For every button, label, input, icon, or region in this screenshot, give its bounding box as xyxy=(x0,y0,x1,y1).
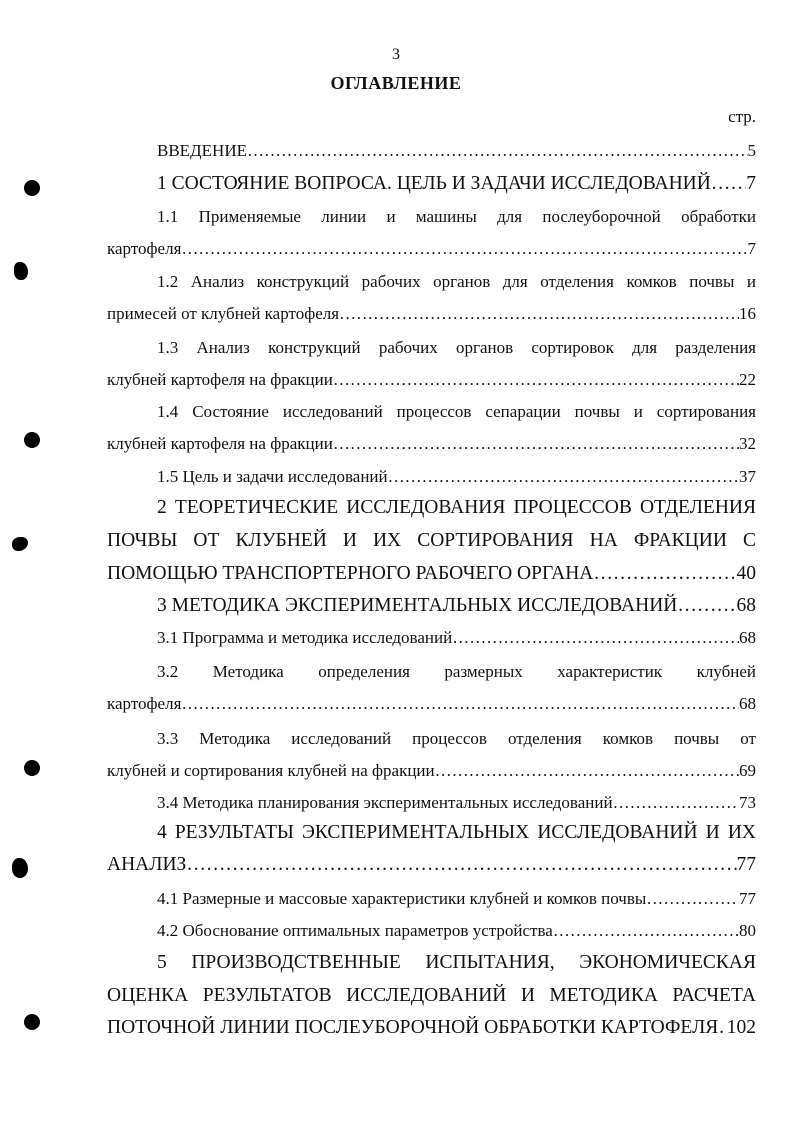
toc-entry-chapter-3[interactable]: 3 МЕТОДИКА ЭКСПЕРИМЕНТАЛЬНЫХ ИССЛЕДОВАНИЙ ………………………………………………………………………………………………………………………………………………………………………………… 68 xyxy=(157,594,756,618)
ink-blot-mark xyxy=(12,537,28,551)
toc-entry-3-1[interactable]: 3.1 Программа и методика исследований ………………………………………………………………………………………………………………………………………………………………………………… 68 xyxy=(157,626,756,650)
page-column-label: стр. xyxy=(728,107,756,126)
toc-page-number: 73 xyxy=(739,793,756,812)
ink-blot-mark xyxy=(12,858,28,878)
toc-entry-chapter-1[interactable]: 1 СОСТОЯНИЕ ВОПРОСА. ЦЕЛЬ И ЗАДАЧИ ИССЛЕДОВАНИЙ ………………………………………………………………………………………………………………………………………………………………………………… 7 xyxy=(157,172,756,196)
toc-entry-3-3-line1[interactable]: 3.3 Методика исследований процессов отделения комков почвы от xyxy=(157,729,756,748)
toc-entry-4-1[interactable]: 4.1 Размерные и массовые характеристики клубней и комков почвы ………………………………………………………………………………………………………………………………………………………………………………… 77 xyxy=(157,887,756,911)
toc-page-number: 40 xyxy=(736,563,756,584)
toc-entry-1-4-line2[interactable]: клубней картофеля на фракции ………………………………………………………………………………………………………………………………………………………………………………… 32 xyxy=(107,432,756,456)
toc-entry-3-3-line2[interactable]: клубней и сортирования клубней на фракции ………………………………………………………………………………………………………………………………………………………………………………… 69 xyxy=(107,759,756,783)
ink-blot-mark xyxy=(14,262,28,280)
toc-page-number: 37 xyxy=(739,467,756,486)
toc-entry-1-4-line1[interactable]: 1.4 Состояние исследований процессов сепарации почвы и сортирования xyxy=(157,402,756,421)
toc-entry-3-4[interactable]: 3.4 Методика планирования экспериментальных исследований ………………………………………………………………………………………………………………………………………………………………………………… 73 xyxy=(157,791,756,815)
toc-page-number: 102 xyxy=(726,1017,756,1038)
toc-entry-1-5[interactable]: 1.5 Цель и задачи исследований ………………………………………………………………………………………………………………………………………………………………………………… 37 xyxy=(157,465,756,489)
toc-page-number: 68 xyxy=(739,628,756,647)
page-number: 3 xyxy=(392,46,400,63)
toc-page-number: 16 xyxy=(739,304,756,323)
toc-entry-chapter-2-line1[interactable]: 2 ТЕОРЕТИЧЕСКИЕ ИССЛЕДОВАНИЯ ПРОЦЕССОВ ОТДЕЛЕНИЯ xyxy=(157,497,756,518)
page-title: ОГЛАВЛЕНИЕ xyxy=(330,73,462,93)
toc-entry-3-2-line2[interactable]: картофеля ………………………………………………………………………………………………………………………………………………………………………………… 68 xyxy=(107,692,756,716)
punch-hole-mark xyxy=(24,180,40,196)
toc-page-number: 7 xyxy=(747,239,756,258)
toc-entry-chapter-4-line2[interactable]: АНАЛИЗ ………………………………………………………………………………………………………………………………………………………………………………… 77 xyxy=(107,853,756,877)
toc-page-number: 77 xyxy=(739,889,756,908)
toc-entry-4-2[interactable]: 4.2 Обоснование оптимальных параметров устройства ………………………………………………………………………………………………………………………………………………………………………………… 80 xyxy=(157,919,756,943)
toc-entry-intro[interactable]: ВВЕДЕНИЕ ………………………………………………………………………………………………………………………………………………………………………………… 5 xyxy=(157,139,756,163)
punch-hole-mark xyxy=(24,432,40,448)
toc-entry-chapter-5-line3[interactable]: ПОТОЧНОЙ ЛИНИИ ПОСЛЕУБОРОЧНОЙ ОБРАБОТКИ КАРТОФЕЛЯ ………………………………………………………………………………………………………………………………………………………………………………… 102 xyxy=(107,1016,756,1040)
punch-hole-mark xyxy=(24,1014,40,1030)
toc-entry-1-1-line1[interactable]: 1.1 Применяемые линии и машины для послеуборочной обработки xyxy=(157,207,756,226)
toc-page-number: 32 xyxy=(739,434,756,453)
toc-entry-1-2-line1[interactable]: 1.2 Анализ конструкций рабочих органов для отделения комков почвы и xyxy=(157,272,756,291)
toc-entry-1-3-line2[interactable]: клубней картофеля на фракции ………………………………………………………………………………………………………………………………………………………………………………… 22 xyxy=(107,368,756,392)
toc-entry-chapter-5-line2[interactable]: ОЦЕНКА РЕЗУЛЬТАТОВ ИССЛЕДОВАНИЙ И МЕТОДИКА РАСЧЕТА xyxy=(107,985,756,1006)
punch-hole-mark xyxy=(24,760,40,776)
toc-entry-chapter-5-line1[interactable]: 5 ПРОИЗВОДСТВЕННЫЕ ИСПЫТАНИЯ, ЭКОНОМИЧЕСКАЯ xyxy=(157,952,756,973)
toc-page-number: 69 xyxy=(739,761,756,780)
toc-entry-chapter-2-line3[interactable]: ПОМОЩЬЮ ТРАНСПОРТЕРНОГО РАБОЧЕГО ОРГАНА ………………………………………………………………………………………………………………………………………………………………………………… 40 xyxy=(107,562,756,586)
toc-page-number: 80 xyxy=(739,921,756,940)
toc-page-number: 68 xyxy=(739,694,756,713)
toc-entry-chapter-4-line1[interactable]: 4 РЕЗУЛЬТАТЫ ЭКСПЕРИМЕНТАЛЬНЫХ ИССЛЕДОВАНИЙ И ИХ xyxy=(157,822,756,843)
toc-entry-1-1-line2[interactable]: картофеля ………………………………………………………………………………………………………………………………………………………………………………… 7 xyxy=(107,237,756,261)
toc-entry-3-2-line1[interactable]: 3.2 Методика определения размерных характеристик клубней xyxy=(157,662,756,681)
toc-entry-chapter-2-line2[interactable]: ПОЧВЫ ОТ КЛУБНЕЙ И ИХ СОРТИРОВАНИЯ НА ФРАКЦИИ С xyxy=(107,530,756,551)
toc-page-number: 7 xyxy=(746,173,756,194)
toc-entry-1-2-line2[interactable]: примесей от клубней картофеля ………………………………………………………………………………………………………………………………………………………………………………… 16 xyxy=(107,302,756,326)
toc-page-number: 68 xyxy=(736,595,756,616)
toc-entry-1-3-line1[interactable]: 1.3 Анализ конструкций рабочих органов сортировок для разделения xyxy=(157,338,756,357)
toc-page-number: 5 xyxy=(747,141,756,160)
toc-page-number: 77 xyxy=(736,854,756,875)
toc-page-number: 22 xyxy=(739,370,756,389)
